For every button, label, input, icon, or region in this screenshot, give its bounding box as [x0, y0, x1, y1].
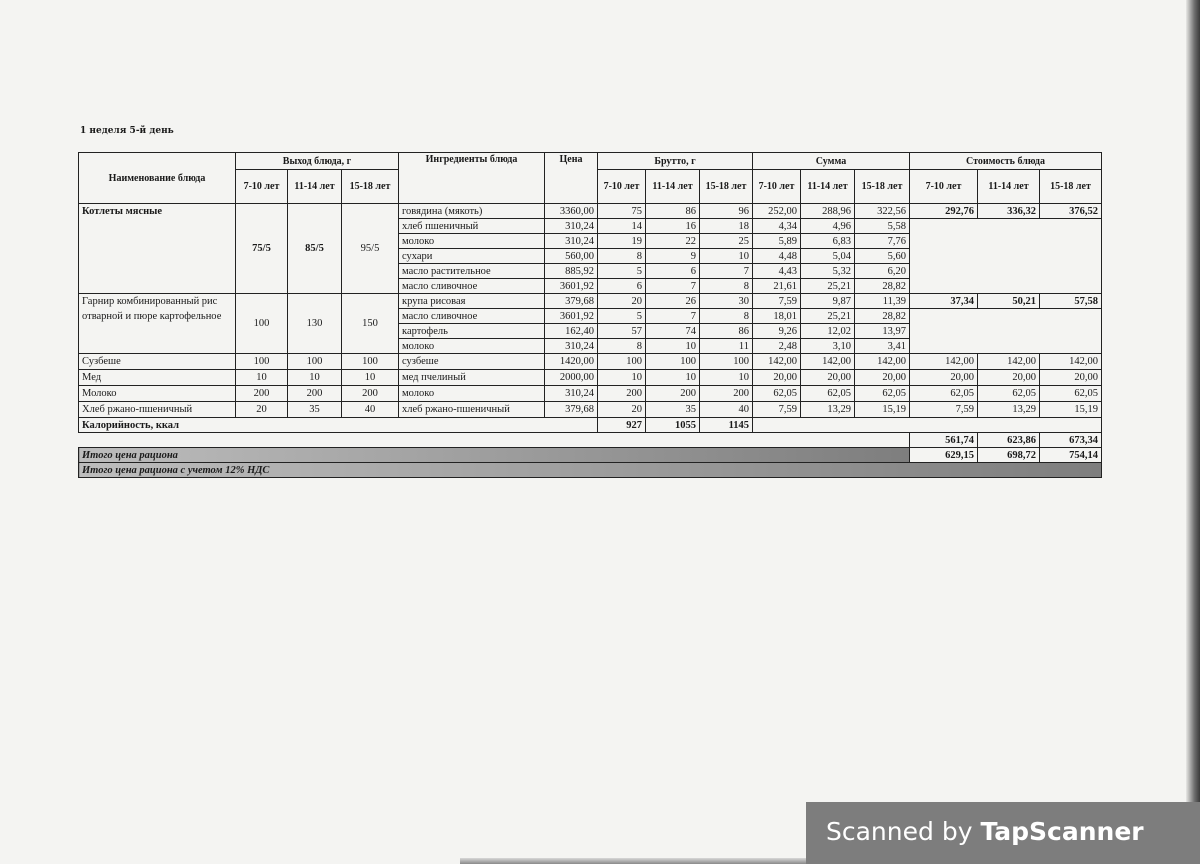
dish-yield: 35	[288, 402, 342, 418]
header-gross: Брутто, г	[598, 153, 753, 170]
ingredient-name: сузбеше	[399, 354, 545, 370]
dish-yield: 150	[342, 294, 399, 354]
ingredient-gross: 86	[646, 204, 700, 219]
ingredient-gross: 8	[700, 309, 753, 324]
ingredient-sum: 20,00	[801, 370, 855, 386]
watermark-brand: TapScanner	[980, 817, 1144, 846]
dish-name: Молоко	[79, 386, 236, 402]
ingredient-sum: 3,41	[855, 339, 910, 354]
ingredient-price: 1420,00	[545, 354, 598, 370]
dish-cost: 62,05	[1040, 386, 1102, 402]
dish-cost: 20,00	[1040, 370, 1102, 386]
header-sum: Сумма	[753, 153, 910, 170]
ingredient-gross: 18	[700, 219, 753, 234]
dish-yield: 100	[342, 354, 399, 370]
ingredient-sum: 28,82	[855, 309, 910, 324]
dish-cost: 13,29	[978, 402, 1040, 418]
calories-value: 1055	[646, 418, 700, 433]
dish-yield: 200	[342, 386, 399, 402]
calories-value: 1145	[700, 418, 753, 433]
cost-blank	[910, 309, 1102, 354]
ingredient-name: хлеб пшеничный	[399, 219, 545, 234]
ingredient-sum: 5,58	[855, 219, 910, 234]
ingredient-price: 885,92	[545, 264, 598, 279]
dish-yield: 10	[342, 370, 399, 386]
header-gross-age2: 11-14 лет	[646, 170, 700, 204]
ingredient-name: сухари	[399, 249, 545, 264]
dish-name: Гарнир комбинированный рис отварной и пюре картофельное	[79, 294, 236, 354]
ingredient-sum: 62,05	[753, 386, 801, 402]
ingredient-gross: 6	[598, 279, 646, 294]
ingredient-sum: 18,01	[753, 309, 801, 324]
subtotal-value: 623,86	[978, 433, 1040, 448]
ingredient-sum: 4,34	[753, 219, 801, 234]
header-ingredients: Ингредиенты блюда	[399, 153, 545, 204]
ingredient-gross: 96	[700, 204, 753, 219]
ingredient-name: крупа рисовая	[399, 294, 545, 309]
ingredient-gross: 100	[700, 354, 753, 370]
dish-yield: 40	[342, 402, 399, 418]
table-row	[79, 354, 1102, 370]
ingredient-name: молоко	[399, 386, 545, 402]
dish-yield: 130	[288, 294, 342, 354]
ingredient-sum: 7,76	[855, 234, 910, 249]
dish-cost: 142,00	[1040, 354, 1102, 370]
ingredient-name: масло сливочное	[399, 309, 545, 324]
ingredient-sum: 9,87	[801, 294, 855, 309]
ingredient-name: молоко	[399, 234, 545, 249]
dish-cost: 57,58	[1040, 294, 1102, 309]
ingredient-sum: 20,00	[855, 370, 910, 386]
ingredient-gross: 19	[598, 234, 646, 249]
dish-cost: 142,00	[978, 354, 1040, 370]
ingredient-sum: 62,05	[855, 386, 910, 402]
ingredient-gross: 100	[646, 354, 700, 370]
header-cost-age1: 7-10 лет	[910, 170, 978, 204]
ingredient-gross: 35	[646, 402, 700, 418]
ingredient-sum: 5,60	[855, 249, 910, 264]
ingredient-gross: 26	[646, 294, 700, 309]
ingredient-sum: 5,89	[753, 234, 801, 249]
cost-blank	[910, 219, 1102, 294]
ingredient-gross: 10	[646, 370, 700, 386]
ingredient-sum: 9,26	[753, 324, 801, 339]
total-value: 629,15	[910, 448, 978, 463]
ingredient-sum: 25,21	[801, 279, 855, 294]
ingredient-price: 379,68	[545, 402, 598, 418]
dish-yield: 75/5	[236, 204, 288, 294]
dish-yield: 20	[236, 402, 288, 418]
ingredient-sum: 2,48	[753, 339, 801, 354]
ingredient-price: 162,40	[545, 324, 598, 339]
table-row	[79, 370, 1102, 386]
dish-cost: 142,00	[910, 354, 978, 370]
header-sum-age2: 11-14 лет	[801, 170, 855, 204]
header-yield-age2: 11-14 лет	[288, 170, 342, 204]
dish-name: Хлеб ржано-пшеничный	[79, 402, 236, 418]
ingredient-gross: 20	[598, 294, 646, 309]
total-label: Итого цена рациона	[79, 448, 910, 463]
ingredient-name: картофель	[399, 324, 545, 339]
ingredient-gross: 7	[700, 264, 753, 279]
page-edge-shadow	[1186, 0, 1200, 864]
ingredient-gross: 22	[646, 234, 700, 249]
ingredient-sum: 322,56	[855, 204, 910, 219]
ingredient-gross: 10	[700, 370, 753, 386]
ingredient-gross: 25	[700, 234, 753, 249]
ingredient-price: 560,00	[545, 249, 598, 264]
header-gross-age1: 7-10 лет	[598, 170, 646, 204]
ingredient-sum: 4,48	[753, 249, 801, 264]
ingredient-sum: 12,02	[801, 324, 855, 339]
ingredient-name: мед пчелиный	[399, 370, 545, 386]
header-yield: Выход блюда, г	[236, 153, 399, 170]
ingredient-sum: 11,39	[855, 294, 910, 309]
dish-cost: 37,34	[910, 294, 978, 309]
table-row	[79, 386, 1102, 402]
total-value: 698,72	[978, 448, 1040, 463]
subtotal-spacer	[79, 433, 910, 448]
header-gross-age3: 15-18 лет	[700, 170, 753, 204]
calories-blank	[753, 418, 1102, 433]
ingredient-name: говядина (мякоть)	[399, 204, 545, 219]
ingredient-sum: 13,29	[801, 402, 855, 418]
calories-label: Калорийность, ккал	[79, 418, 598, 433]
ingredient-name: масло растительное	[399, 264, 545, 279]
page-title: 1 неделя 5-й день	[80, 126, 174, 136]
dish-yield: 10	[288, 370, 342, 386]
header-yield-age3: 15-18 лет	[342, 170, 399, 204]
dish-cost: 50,21	[978, 294, 1040, 309]
total-value: 754,14	[1040, 448, 1102, 463]
ingredient-gross: 5	[598, 264, 646, 279]
ingredient-price: 379,68	[545, 294, 598, 309]
ingredient-price: 3360,00	[545, 204, 598, 219]
ingredient-sum: 7,59	[753, 402, 801, 418]
watermark-prefix: Scanned by	[826, 817, 981, 846]
subtotal-value: 561,74	[910, 433, 978, 448]
ingredient-gross: 75	[598, 204, 646, 219]
ingredient-sum: 21,61	[753, 279, 801, 294]
ingredient-gross: 7	[646, 309, 700, 324]
ingredient-sum: 142,00	[753, 354, 801, 370]
ingredient-sum: 142,00	[801, 354, 855, 370]
ingredient-sum: 13,97	[855, 324, 910, 339]
ingredient-sum: 6,20	[855, 264, 910, 279]
ingredient-gross: 8	[598, 339, 646, 354]
ingredient-price: 310,24	[545, 219, 598, 234]
header-yield-age1: 7-10 лет	[236, 170, 288, 204]
header-cost-age3: 15-18 лет	[1040, 170, 1102, 204]
ingredient-gross: 74	[646, 324, 700, 339]
ingredient-sum: 4,96	[801, 219, 855, 234]
table-row	[79, 204, 1102, 219]
ingredient-sum: 7,59	[753, 294, 801, 309]
ingredient-sum: 4,43	[753, 264, 801, 279]
dish-yield: 100	[236, 354, 288, 370]
dish-yield: 100	[236, 294, 288, 354]
total-vat-label: Итого цена рациона с учетом 12% НДС	[79, 463, 1102, 478]
subtotal-value: 673,34	[1040, 433, 1102, 448]
ingredient-sum: 15,19	[855, 402, 910, 418]
ingredient-sum: 3,10	[801, 339, 855, 354]
dish-cost: 20,00	[910, 370, 978, 386]
ingredient-gross: 6	[646, 264, 700, 279]
ingredient-gross: 10	[646, 339, 700, 354]
header-price: Цена	[545, 153, 598, 204]
ingredient-gross: 10	[598, 370, 646, 386]
ingredient-name: масло сливочное	[399, 279, 545, 294]
total-vat-row	[79, 463, 1102, 478]
ingredient-sum: 142,00	[855, 354, 910, 370]
ingredient-gross: 14	[598, 219, 646, 234]
subtotal-row	[79, 433, 1102, 448]
dish-cost: 292,76	[910, 204, 978, 219]
ingredient-price: 310,24	[545, 339, 598, 354]
dish-cost: 376,52	[1040, 204, 1102, 219]
dish-cost: 20,00	[978, 370, 1040, 386]
ingredient-gross: 200	[646, 386, 700, 402]
ingredient-name: молоко	[399, 339, 545, 354]
ingredient-gross: 8	[598, 249, 646, 264]
tapscanner-watermark	[806, 802, 1200, 864]
ingredient-gross: 86	[700, 324, 753, 339]
ingredient-gross: 200	[700, 386, 753, 402]
dish-cost: 336,32	[978, 204, 1040, 219]
dish-yield: 95/5	[342, 204, 399, 294]
table-row	[79, 402, 1102, 418]
total-row	[79, 448, 1102, 463]
dish-yield: 200	[236, 386, 288, 402]
ingredient-gross: 30	[700, 294, 753, 309]
ingredient-sum: 6,83	[801, 234, 855, 249]
ingredient-sum: 288,96	[801, 204, 855, 219]
ingredient-sum: 25,21	[801, 309, 855, 324]
ingredient-sum: 252,00	[753, 204, 801, 219]
table-row	[79, 294, 1102, 309]
ingredient-gross: 11	[700, 339, 753, 354]
dish-yield: 100	[288, 354, 342, 370]
header-cost: Стоимость блюда	[910, 153, 1102, 170]
dish-name: Котлеты мясные	[79, 204, 236, 294]
header-cost-age2: 11-14 лет	[978, 170, 1040, 204]
calories-row	[79, 418, 1102, 433]
ingredient-gross: 10	[700, 249, 753, 264]
ingredient-sum: 28,82	[855, 279, 910, 294]
dish-cost: 62,05	[910, 386, 978, 402]
ingredient-gross: 40	[700, 402, 753, 418]
ingredient-price: 310,24	[545, 386, 598, 402]
ingredient-sum: 62,05	[801, 386, 855, 402]
header-sum-age3: 15-18 лет	[855, 170, 910, 204]
ingredient-gross: 20	[598, 402, 646, 418]
dish-yield: 85/5	[288, 204, 342, 294]
ingredient-name: хлеб ржано-пшеничный	[399, 402, 545, 418]
dish-cost: 15,19	[1040, 402, 1102, 418]
dish-yield: 10	[236, 370, 288, 386]
dish-yield: 200	[288, 386, 342, 402]
ingredient-gross: 7	[646, 279, 700, 294]
ingredient-price: 3601,92	[545, 309, 598, 324]
ingredient-sum: 5,04	[801, 249, 855, 264]
header-sum-age1: 7-10 лет	[753, 170, 801, 204]
ingredient-gross: 8	[700, 279, 753, 294]
ingredient-gross: 57	[598, 324, 646, 339]
menu-cost-table	[78, 152, 1102, 478]
header-dish: Наименование блюда	[79, 153, 236, 204]
ingredient-gross: 9	[646, 249, 700, 264]
ingredient-gross: 200	[598, 386, 646, 402]
ingredient-sum: 5,32	[801, 264, 855, 279]
ingredient-gross: 16	[646, 219, 700, 234]
dish-name: Мед	[79, 370, 236, 386]
ingredient-gross: 100	[598, 354, 646, 370]
ingredient-price: 3601,92	[545, 279, 598, 294]
dish-cost: 7,59	[910, 402, 978, 418]
dish-cost: 62,05	[978, 386, 1040, 402]
ingredient-gross: 5	[598, 309, 646, 324]
dish-name: Сузбеше	[79, 354, 236, 370]
ingredient-price: 2000,00	[545, 370, 598, 386]
ingredient-sum: 20,00	[753, 370, 801, 386]
ingredient-price: 310,24	[545, 234, 598, 249]
page-bottom-edge	[460, 858, 810, 864]
calories-value: 927	[598, 418, 646, 433]
